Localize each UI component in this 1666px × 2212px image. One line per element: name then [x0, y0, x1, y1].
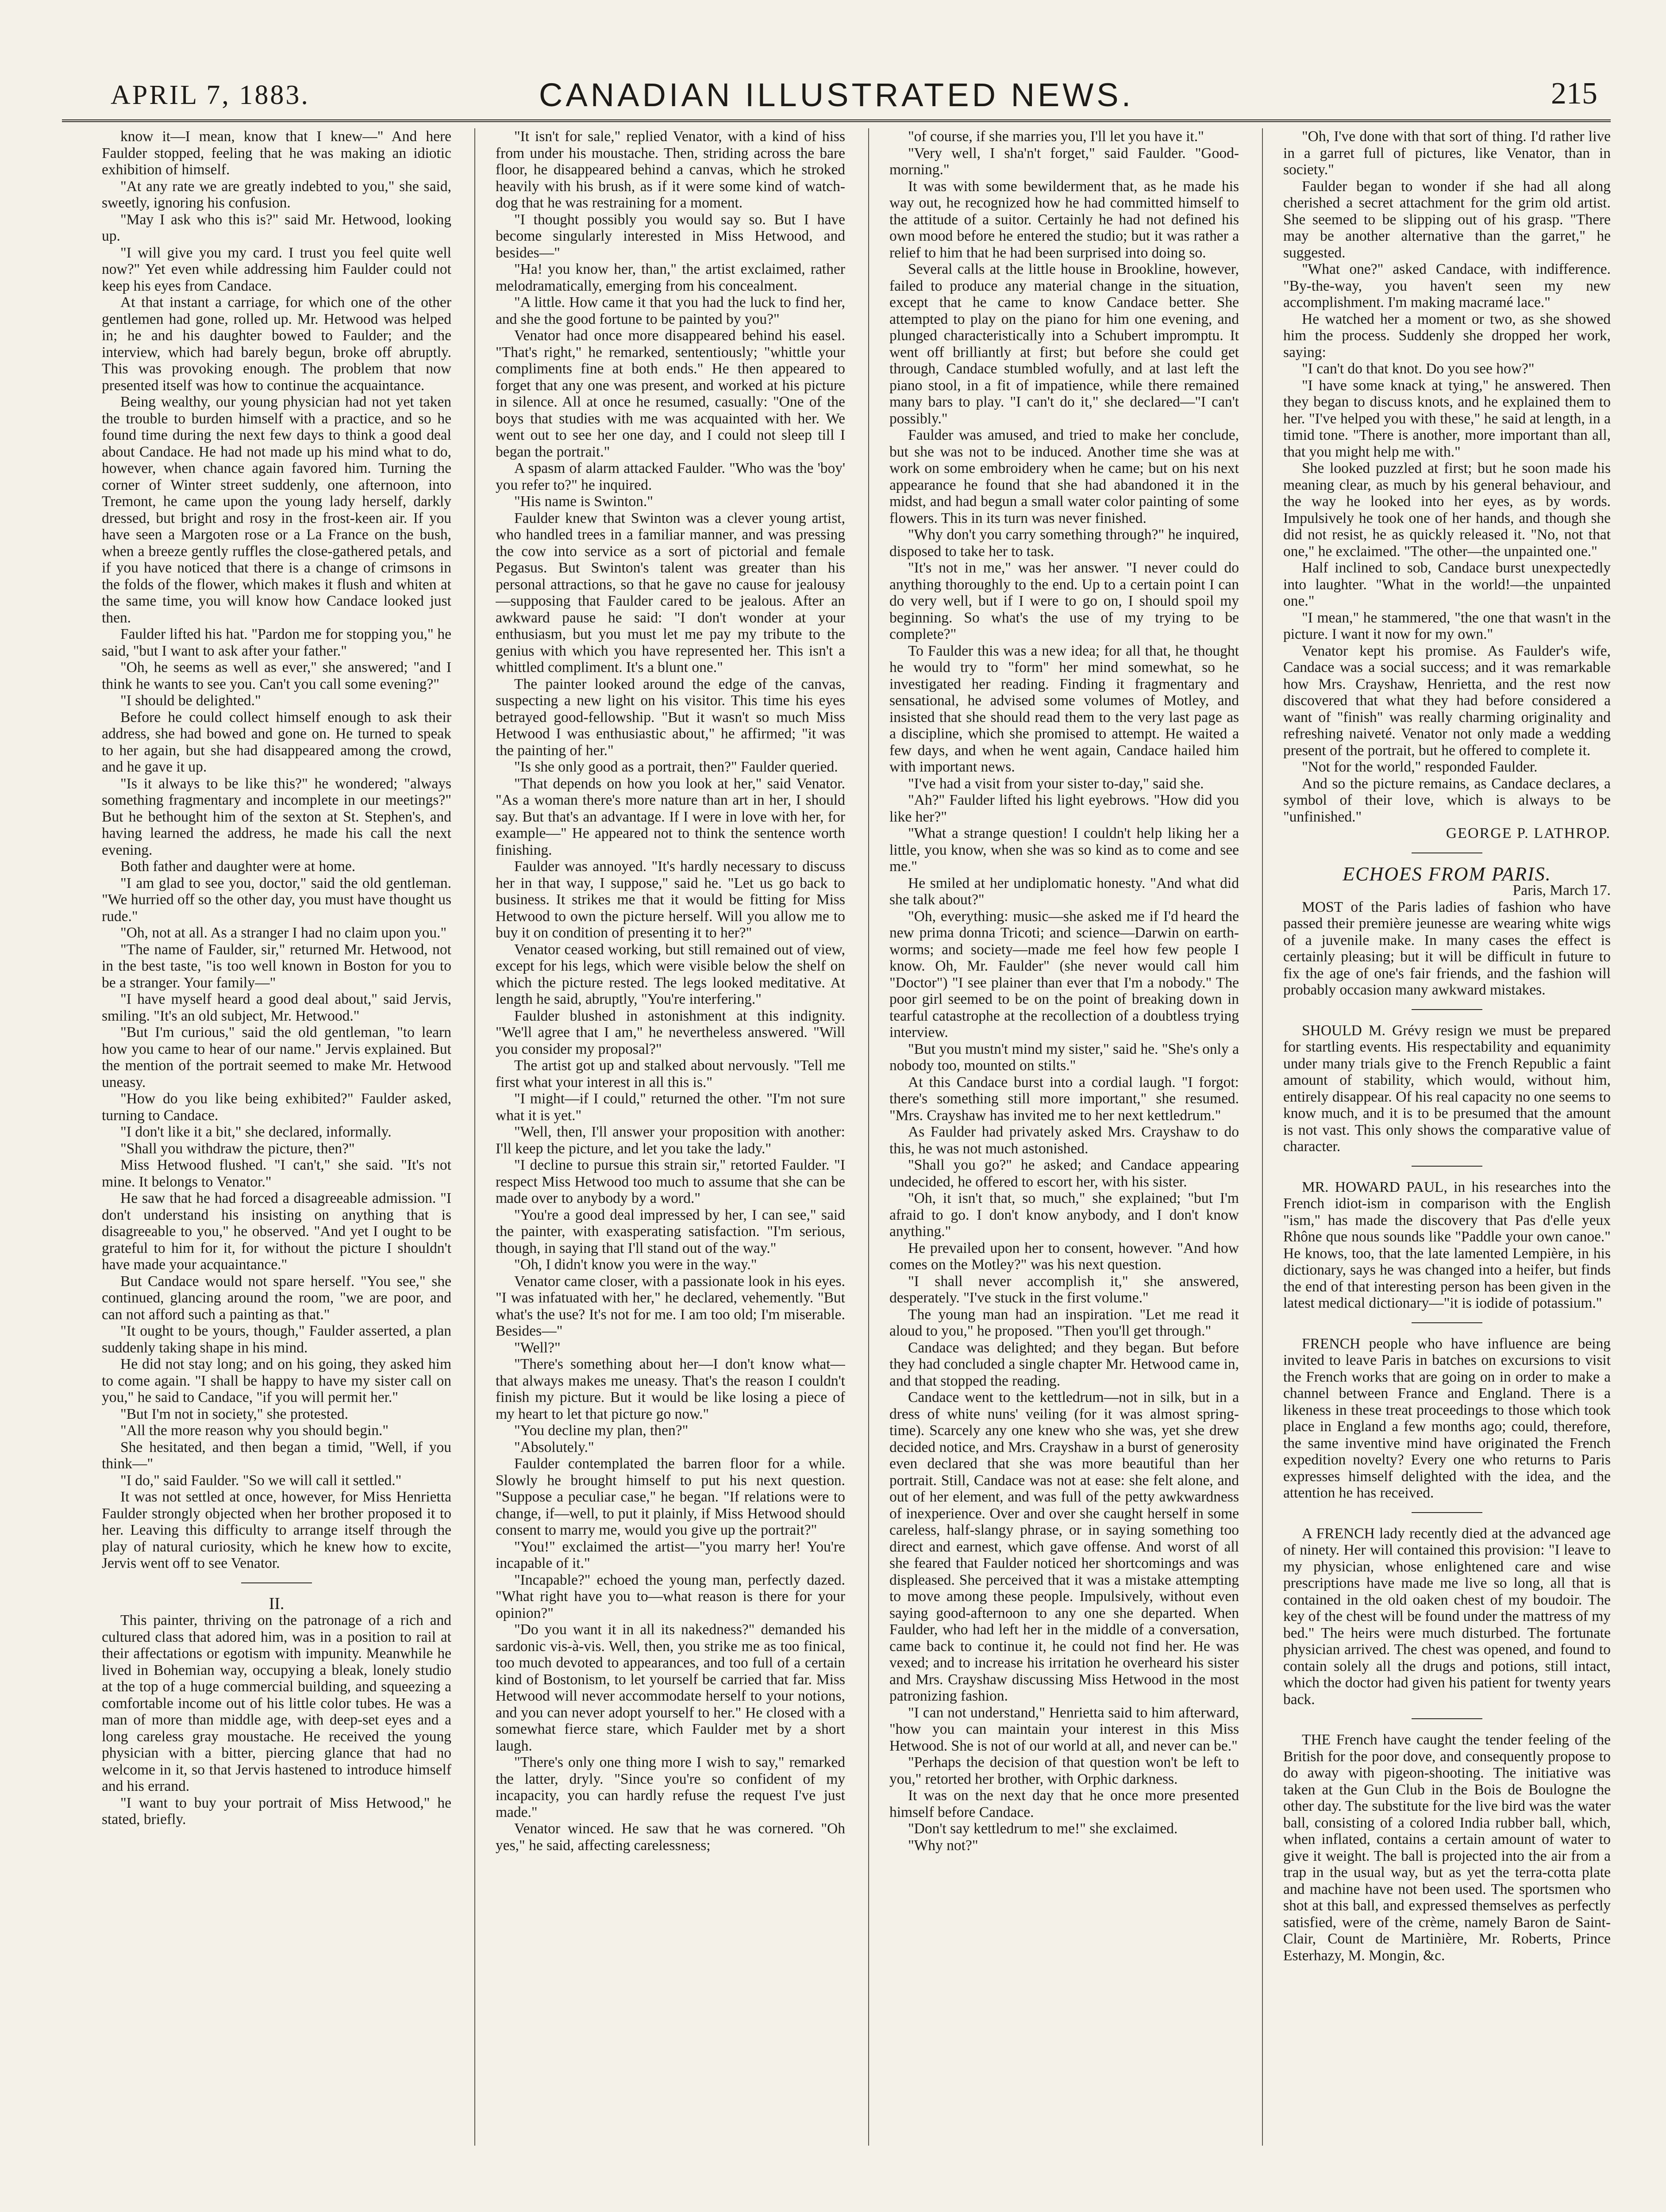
paragraph: "Incapable?" echoed the young man, perfectly dazed. "What right have you to—what reason is there for your opinion?" — [496, 1571, 845, 1621]
paragraph: "You decline my plan, then?" — [514, 1422, 689, 1439]
paragraph: "Is it always to be like this?" he wondered; "always something fragmentary and incomplete in our meetings?" But he bethought him of the sexton at St. Stephen's, and having learned the address, he made his call the next evening. — [102, 775, 451, 858]
paragraph: "I will give you my card. I trust you feel quite well now?" Yet even while addressing him Faulder could not keep his eyes from Candace. — [102, 244, 451, 294]
column-4 — [1283, 128, 1611, 2146]
paragraph: Candace went to the kettledrum—not in silk, but in a dress of white nuns' veiling (for it was almost spring-time). Scarcely any one knew who she was, yet she drew decided notice, and Mrs. Crayshaw in a burst of generosity even declared that she was more beautiful than her portrait. Still, Candace was not at ease: she felt alone, and out of her element, and was full of the petty awkwardness of inexperience. Over and over she caught herself in some careless, half-slangy phrase, or in saying something too direct and earnest, which gave offense. And worst of all she feared that Faulder noticed her shortcomings and was displeased. She perceived that it was a mistake attempting to move among these people. Impulsively, without even saying good-afternoon to any one she departed. When Faulder, who had left her in the middle of a conversation, came back to continue it, he could not find her. He was vexed; and to increase his irritation he overheard his sister and Mrs. Crayshaw discussing Miss Hetwood in the most patronizing fashion. — [889, 1389, 1239, 1704]
publication-title: CANADIAN ILLUSTRATED NEWS. — [539, 77, 1134, 113]
paragraph: "Well, then, I'll answer your proposition with another: I'll keep the picture, and let you take the lady." — [496, 1124, 845, 1157]
paragraph: "But I'm not in society," she protested. — [120, 1406, 349, 1422]
paragraph: Faulder was amused, and tried to make her conclude, but she was not to be induced. Another time she was at work on some embroidery when he came; but on his next appearance he found that she had abandoned it in the midst, and had begun a small water color painting of some flowers. This in its turn was never finished. — [889, 427, 1239, 526]
paragraph: "Don't say kettledrum to me!" she exclaimed. — [908, 1820, 1178, 1837]
column-2 — [496, 128, 845, 2146]
paragraph: "Is she only good as a portrait, then?" Faulder queried. — [514, 759, 838, 775]
paragraph: THE French have caught the tender feeling of the British for the poor dove, and consequently propose to do away with pigeon-shooting. The initiative was taken at the Gun Club in the Bois de Boulogne the other day. The substitute for the live bird was the water ball, consisting of a colored India rubber ball, which, when inflated, contains a certain amount of water to give it weight. The ball is projected into the air from a trap in the usual way, but as yet the terra-cotta plate and machine have not been used. The sportsmen who shot at this ball, and expressed themselves as perfectly satisfied, were of the crème, namely Baron de Saint-Clair, Count de Martinière, Mr. Roberts, Prince Esterhazy, M. Mongin, &c. — [1283, 1732, 1611, 1964]
paragraph: "Ha! you know her, than," the artist exclaimed, rather melodramatically, emerging from his concealment. — [496, 261, 845, 294]
paragraph: It was on the next day that he once more presented himself before Candace. — [889, 1787, 1239, 1820]
paragraph: "Shall you withdraw the picture, then?" — [120, 1140, 355, 1157]
paragraph: And so the picture remains, as Candace declares, a symbol of their love, which is always to be "unfinished." — [1283, 775, 1611, 825]
paragraph: Faulder lifted his hat. "Pardon me for stopping you," he said, "but I want to ask after your father." — [102, 626, 451, 659]
paragraph: Candace was delighted; and they began. But before they had concluded a single chapter Mr. Hetwood came in, and that stopped the reading. — [889, 1339, 1239, 1389]
paragraph: "Do you want it in all its nakedness?" demanded his sardonic vis-à-vis. Well, then, you strike me as too finical, too much devoted to appearances, and too full of a certain kind of Bostonism, to let yourself be carried that far. Miss Hetwood will never accommodate herself to your notions, and you can never adopt yourself to her." He closed with a somewhat fierce stare, which Faulder met by a short laugh. — [496, 1621, 845, 1754]
paragraph: "I want to buy your portrait of Miss Hetwood," he stated, briefly. — [102, 1794, 451, 1828]
paragraph: MOST of the Paris ladies of fashion who have passed their première jeunesse are wearing white wigs of a juvenile make. In many cases the effect is certainly pleasing; but it will be difficult in future to fix the age of one's fair friends, and the fashion will probably occasion many awkward mistakes. — [1283, 899, 1611, 998]
paragraph: Both father and daughter were at home. — [120, 858, 356, 875]
item-divider — [1412, 1009, 1482, 1010]
paragraph: She hesitated, and then began a timid, "Well, if you think—" — [102, 1439, 451, 1472]
column-1 — [102, 128, 451, 2146]
paragraph: "I should be delighted." — [120, 692, 261, 709]
paragraph: A FRENCH lady recently died at the advanced age of ninety. Her will contained this provision: "I leave to my physician, whose enlightened care and wise prescriptions have made me live so long, all that is contained in the old oaken chest of my boudoir. The key of the chest will be found under the mattress of my bed." The heirs were much disturbed. The fortunate physician arrived. The chest was opened, and found to contain solely all the drugs and potions, still intact, which the doctor had given his patient for twenty years back. — [1283, 1525, 1611, 1708]
paragraph: "Oh, he seems as well as ever," she answered; "and I think he wants to see you. Can't you call some evening?" — [102, 659, 451, 692]
paragraph: "I do," said Faulder. "So we will call it settled." — [120, 1472, 402, 1489]
article-columns — [102, 128, 1611, 2146]
paragraph: "The name of Faulder, sir," returned Mr. Hetwood, not in the best taste, "is too well known in Boston for you to be a stranger. Your family—" — [102, 941, 451, 991]
paragraph: Venator kept his promise. As Faulder's wife, Candace was a social success; and it was remarkable how Mrs. Crayshaw, Henrietta, and the rest now discovered that what they had before considered a want of "finish" was really charming originality and refreshing naiveté. Venator not only made a wedding present of the portrait, but he offered to complete it. — [1283, 642, 1611, 759]
paragraph: Venator came closer, with a passionate look in his eyes. "I was infatuated with her," he declared, vehemently. "But what's the use? It's not for me. I am too old; I'm miserable. Besides—" — [496, 1273, 845, 1339]
item-divider — [1412, 1718, 1482, 1719]
column-rule — [1262, 128, 1263, 2146]
paragraph: "What one?" asked Candace, with indifference. "By-the-way, you haven't seen my new accomplishment. I'm making macramé lace." — [1283, 261, 1611, 311]
paragraph: He did not stay long; and on his going, they asked him to come again. "I shall be happy to have my sister call on you," he said to Candace, "if you will permit her." — [102, 1356, 451, 1406]
paragraph: Several calls at the little house in Brookline, however, failed to produce any material change in the situation, except that he came to know Candace better. She attempted to play on the piano for him one evening, and plunged characteristically into a Schubert impromptu. It went off brilliantly at first; but before she could get through, Candace stumbled wofully, and at last left the piano stool, in a fit of impatience, while there remained many bars to play. "I can't do it," she declared—"I can't possibly." — [889, 261, 1239, 427]
paragraph: "I have some knack at tying," he answered. Then they began to discuss knots, and he explained them to her. "I've helped you with these," he said at length, in a timid tone. "There is another, more important than all, that you might help me with." — [1283, 377, 1611, 460]
author-signature: GEORGE P. LATHROP. — [1446, 825, 1611, 841]
chapter-heading: II. — [269, 1594, 285, 1613]
paragraph: "It ought to be yours, though," Faulder asserted, a plan suddenly taking shape in his mind. — [102, 1323, 451, 1356]
paragraph: "I might—if I could," returned the other. "I'm not sure what it is yet." — [496, 1091, 845, 1124]
paragraph: Faulder began to wonder if she had all along cherished a secret attachment for the grim old artist. She seemed to be slipping out of his grasp. "There may be another alternative than the garret," he suggested. — [1283, 178, 1611, 261]
paragraph: "Absolutely." — [514, 1439, 594, 1455]
paragraph: At that instant a carriage, for which one of the other gentlemen had gone, rolled up. Mr. Hetwood was helped in; he and his daughter bowed to Faulder; and the interview, which had barely begun, broke off abruptly. This was provoking enough. The problem that now presented itself was how to continue the acquaintance. — [102, 294, 451, 394]
paragraph: "It's not in me," was her answer. "I never could do anything thoroughly to the end. Up to a certain point I can do very well, but if I were to go on, I should spoil my beginning. So what's the use of my trying to be complete?" — [889, 560, 1239, 642]
paragraph: "Oh, not at all. As a stranger I had no claim upon you." — [120, 925, 447, 941]
paragraph: SHOULD M. Grévy resign we must be prepared for startling events. His respectability and equanimity under many trials give to the French Republic a faint amount of stability, which would, without him, entirely disappear. Of his real capacity no one seems to know much, and it is to be presumed that the amount is not vast. This only shows the comparative value of character. — [1283, 1022, 1611, 1155]
paragraph: "Shall you go?" he asked; and Candace appearing undecided, he offered to escort her, with his sister. — [889, 1157, 1239, 1190]
paragraph: "I decline to pursue this strain sir," retorted Faulder. "I respect Miss Hetwood too much to assume that she can be made over to anybody by a word." — [496, 1157, 845, 1206]
paragraph: Venator had once more disappeared behind his easel. "That's right," he remarked, sententiously; "whittle your compliments fine at both ends." He then appeared to forget that any one was present, and worked at his picture in silence. All at once he resumed, casually: "One of the boys that studies with me was acquainted with her. We went out to see her one day, and I could not sleep till I began the portrait." — [496, 327, 845, 460]
paragraph: But Candace would not spare herself. "You see," she continued, glancing around the room, "we are poor, and can not afford such a painting as that." — [102, 1273, 451, 1323]
paragraph: "I have myself heard a good deal about," said Jervis, smiling. "It's an old subject, Mr. Hetwood." — [102, 991, 451, 1024]
paragraph: Venator ceased working, but still remained out of view, except for his legs, which were visible below the shelf on which the picture rested. The legs looked meditative. At length he said, abruptly, "You're interfering." — [496, 941, 845, 1007]
paragraph: "His name is Swinton." — [514, 493, 653, 510]
paragraph: "I mean," he stammered, "the one that wasn't in the picture. I want it now for my own." — [1283, 609, 1611, 642]
paragraph: "Oh, I've done with that sort of thing. I'd rather live in a garret full of pictures, like Venator, than in society." — [1283, 128, 1611, 178]
paragraph: It was not settled at once, however, for Miss Henrietta Faulder strongly objected when her brother proposed it to her. Leaving this difficulty to arrange itself through the play of natural curiosity, which he knew how to excite, Jervis went off to see Venator. — [102, 1489, 451, 1571]
paragraph: A spasm of alarm attacked Faulder. "Who was the 'boy' you refer to?" he inquired. — [496, 460, 845, 493]
paragraph: "Well?" — [514, 1339, 561, 1356]
paragraph: "Perhaps the decision of that question won't be left to you," retorted her brother, with Orphic darkness. — [889, 1754, 1239, 1787]
paragraph: MR. HOWARD PAUL, in his researches into the French idiot-ism in comparison with the English "ism," has made the discovery that Pas d'elle yeux Rhône que nous sounds like "Paddle your own canoe." He knows, too, that the late lamented Lempière, in his dictionary, says he was changed into a heifer, but finds the end of that interesting person has been given in the latest medical dictionary—"it is iodide of potassium." — [1283, 1179, 1611, 1311]
paragraph: "Oh, it isn't that, so much," she explained; "but I'm afraid to go. I don't know anybody, and I don't know anything." — [889, 1190, 1239, 1240]
paragraph: "At any rate we are greatly indebted to you," she said, sweetly, ignoring his confusion. — [102, 178, 451, 211]
paragraph: Half inclined to sob, Candace burst unexpectedly into laughter. "What in the world!—the unpainted one." — [1283, 560, 1611, 609]
paragraph: He smiled at her undiplomatic honesty. "And what did she talk about?" — [889, 875, 1239, 908]
paragraph: She looked puzzled at first; but he soon made his meaning clear, as much by his general behaviour, and the way he looked into her eyes, as by words. Impulsively he took one of her hands, and though she did not resist, he as quickly released it. "No, not that one," he exclaimed. "The other—the unpainted one." — [1283, 460, 1611, 560]
paragraph: The young man had an inspiration. "Let me read it aloud to you," he proposed. "Then you'll get through." — [889, 1306, 1239, 1339]
paragraph: To Faulder this was a new idea; for all that, he thought he would try to "form" her mind somewhat, so he investigated her reading. Finding it fragmentary and sensational, he advised some volumes of Motley, and insisted that she should read them to the very last page as a discipline, which she promised to attempt. He waited a few days, and when he went again, Candace hailed him with important news. — [889, 642, 1239, 775]
paragraph: Being wealthy, our young physician had not yet taken the trouble to burden himself with a practice, and so he found time during the next few days to think a good deal about Candace. He had not made up his mind what to do, however, when chance again favored him. Turning the corner of Winter street suddenly, one afternoon, into Tremont, he came upon the young lady herself, darkly dressed, but bright and rosy in the frost-keen air. If you have seen a Margoten rose or a La France on the bush, when a breeze gently ruffles the close-gathered petals, and if you have noticed that there is a change of crimsons in the folds of the flower, which makes it flush and whiten at the same time, you will know how Candace looked just then. — [102, 394, 451, 626]
paragraph: Faulder knew that Swinton was a clever young artist, who handled trees in a familiar manner, and was pressing the cow into service as a sort of pictorial and female Pegasus. But Swinton's talent was greater than his personal attractions, so that he gave no cause for jealousy—supposing that Faulder cared to be jealous. After an awkward pause he said: "I don't wonder at your enthusiasm, but you must let me pay my tribute to the genius with which you have represented her. This isn't a whittled compliment. It's a blunt one." — [496, 510, 845, 676]
paragraph: "I am glad to see you, doctor," said the old gentleman. "We hurried off so the other day, you must have thought us rude." — [102, 875, 451, 925]
paragraph: Faulder contemplated the barren floor for a while. Slowly he brought himself to put his next question. "Suppose a peculiar case," he began. "If relations were to change, if—well, to put it plainly, if Miss Hetwood should consent to marry me, would you give up the portrait?" — [496, 1455, 845, 1538]
paragraph: "Very well, I sha'n't forget," said Faulder. "Good-morning." — [889, 145, 1239, 178]
item-divider — [1412, 1166, 1482, 1167]
paragraph: Faulder blushed in astonishment at this indignity. "We'll agree that I am," he nevertheless answered. "Will you consider my proposal?" — [496, 1007, 845, 1057]
dateline: Paris, March 17. — [1512, 882, 1611, 899]
page-number: 215 — [1551, 77, 1597, 111]
paragraph: Faulder was annoyed. "It's hardly necessary to discuss her in that way, I suppose," said he. "Let us go back to business. It strikes me that it would be fitting for Miss Hetwood to own the picture herself. Will you allow me to buy it on condition of presenting it to her?" — [496, 858, 845, 941]
paragraph: "But you mustn't mind my sister," said he. "She's only a nobody too, mounted on stilts." — [889, 1041, 1239, 1074]
paragraph: know it—I mean, know that I knew—" And here Faulder stopped, feeling that he was making an idiotic exhibition of himself. — [102, 128, 451, 178]
paragraph: As Faulder had privately asked Mrs. Crayshaw to do this, he was not much astonished. — [889, 1124, 1239, 1157]
paragraph: Before he could collect himself enough to ask their address, she had bowed and gone on. He turned to speak to her again, but she had disappeared among the crowd, and he gave it up. — [102, 709, 451, 775]
paragraph: "How do you like being exhibited?" Faulder asked, turning to Candace. — [102, 1091, 451, 1124]
paragraph: "I've had a visit from your sister to-day," said she. — [908, 775, 1204, 792]
paragraph: "I can not understand," Henrietta said to him afterward, "how you can maintain your interest in this Miss Hetwood. She is not of our world at all, and never can be." — [889, 1704, 1239, 1754]
paragraph: "Why not?" — [908, 1837, 978, 1854]
column-rule — [474, 128, 475, 2146]
paragraph: "You're a good deal impressed by her, I can see," said the painter, with exasperating satisfaction. "I'm serious, though, in saying that I'll stand out of the way." — [496, 1206, 845, 1256]
paragraph: "There's something about her—I don't know what—that always makes me uneasy. That's the reason I couldn't finish my picture. But it would be like losing a piece of my heart to let that picture go now." — [496, 1356, 845, 1422]
paragraph: "May I ask who this is?" said Mr. Hetwood, looking up. — [102, 211, 451, 244]
paragraph: "It isn't for sale," replied Venator, with a kind of hiss from under his moustache. Then, striding across the bare floor, he disappeared behind a canvas, which he stroked heavily with his brush, as if it were some kind of watch-dog that he was restraining for a moment. — [496, 128, 845, 211]
paragraph: "But I'm curious," said the old gentleman, "to learn how you came to hear of our name." Jervis explained. But the mention of the portrait seemed to make Mr. Hetwood uneasy. — [102, 1024, 451, 1091]
paragraph: "I don't like it a bit," she declared, informally. — [120, 1124, 392, 1140]
paragraph: "A little. How came it that you had the luck to find her, and she the good fortune to be painted by you?" — [496, 294, 845, 327]
paragraph: He prevailed upon her to consent, however. "And how comes on the Motley?" was his next question. — [889, 1240, 1239, 1273]
paragraph: "All the more reason why you should begin." — [120, 1422, 389, 1439]
paragraph: "You!" exclaimed the artist—"you marry her! You're incapable of it." — [496, 1538, 845, 1571]
paragraph: The artist got up and stalked about nervously. "Tell me first what your interest in all this is." — [496, 1057, 845, 1091]
item-divider — [1412, 1322, 1482, 1323]
paragraph: This painter, thriving on the patronage of a rich and cultured class that adored him, was in a position to rail at their affectations or egotism with impunity. Meanwhile he lived in Bohemian way, occupying a bleak, lonely studio at the top of a huge commercial building, and squeezing a comfortable income out of his little color tubes. He was a man of more than middle age, with deep-set eyes and a long careless gray moustache. He received the young physician with a bitter, piercing glance that had no welcome in it, so that Jervis hastened to introduce himself and his errand. — [102, 1612, 451, 1794]
item-divider — [1412, 1512, 1482, 1513]
paragraph: "Not for the world," responded Faulder. — [1302, 759, 1538, 775]
column-rule — [868, 128, 869, 2146]
paragraph: The painter looked around the edge of the canvas, suspecting a new light on his visitor. This time his eyes betrayed good-fellowship. "But it wasn't so much Miss Hetwood I was enthusiastic about," he affirmed; "it was the painting of her." — [496, 676, 845, 759]
paragraph: "Oh, everything: music—she asked me if I'd heard the new prima donna Tricoti; and science—Darwin on earth-worms; and society—made me feel how few people I know. Oh, Mr. Faulder" (she never would call him "Doctor") "I see plainer than ever that I'm a nobody." The poor girl seemed to be on the point of breaking down in tearful catastrophe at the recollection of a doubtless trying interview. — [889, 908, 1239, 1041]
paragraph: "What a strange question! I couldn't help liking her a little, you know, when she was so kind as to come and see me." — [889, 825, 1239, 875]
paragraph: "I shall never accomplish it," she answered, desperately. "I've stuck in the first volume." — [889, 1273, 1239, 1306]
paragraph: Venator winced. He saw that he was cornered. "Oh yes," he said, affecting carelessness; — [496, 1820, 845, 1854]
section-title: ECHOES FROM PARIS. — [1343, 863, 1551, 885]
paragraph: FRENCH people who have influence are being invited to leave Paris in batches on excursions to visit the French works that are going on in order to make a channel between France and England. There is a likeness in these treat proceedings to those which took place in England a few months ago; could, therefore, the same inventive mind have originated the French expedition novelty? Every one who returns to Paris expresses himself delighted with the idea, and the attention he has received. — [1283, 1335, 1611, 1501]
paragraph: "I thought possibly you would say so. But I have become singularly interested in Miss Hetwood, and besides—" — [496, 211, 845, 261]
section-divider — [241, 1582, 312, 1583]
newspaper-page — [62, 53, 1611, 2212]
paragraph: Miss Hetwood flushed. "I can't," she said. "It's not mine. It belongs to Venator." — [102, 1157, 451, 1190]
column-3 — [889, 128, 1239, 2146]
paragraph: He saw that he had forced a disagreeable admission. "I don't understand his insisting on anything that is disagreeable to you," he observed. "And yet I ought to be grateful to him for it, for without the picture I shouldn't have made your acquaintance." — [102, 1190, 451, 1273]
paragraph: "That depends on how you look at her," said Venator. "As a woman there's more nature than art in her, I should say. But that's an advantage. If I were in love with her, for example—" He appeared not to think the sentence worth finishing. — [496, 775, 845, 858]
paragraph: "Ah?" Faulder lifted his light eyebrows. "How did you like her?" — [889, 792, 1239, 825]
paragraph: "Why don't you carry something through?" he inquired, disposed to take her to task. — [889, 526, 1239, 560]
paragraph: "There's only one thing more I wish to say," remarked the latter, dryly. "Since you're so confident of my incapacity, you can hardly refuse the request I've just made." — [496, 1754, 845, 1820]
paragraph: "Oh, I didn't know you were in the way." — [514, 1256, 757, 1273]
paragraph: "I can't do that knot. Do you see how?" — [1302, 361, 1535, 377]
paragraph: It was with some bewilderment that, as he made his way out, he recognized how he had committed himself to the attitude of a suitor. Certainly he had not defined his own mood before he entered the studio; but it was rather a relief to him that he had been surprised into doing so. — [889, 178, 1239, 261]
paragraph: He watched her a moment or two, as she showed him the process. Suddenly she dropped her work, saying: — [1283, 311, 1611, 361]
paragraph: "of course, if she marries you, I'll let you have it." — [908, 128, 1204, 145]
paragraph: At this Candace burst into a cordial laugh. "I forgot: there's something still more important," she resumed. "Mrs. Crayshaw has invited me to her next kettledrum." — [889, 1074, 1239, 1124]
masthead — [62, 53, 1611, 122]
issue-date: APRIL 7, 1883. — [111, 80, 310, 110]
